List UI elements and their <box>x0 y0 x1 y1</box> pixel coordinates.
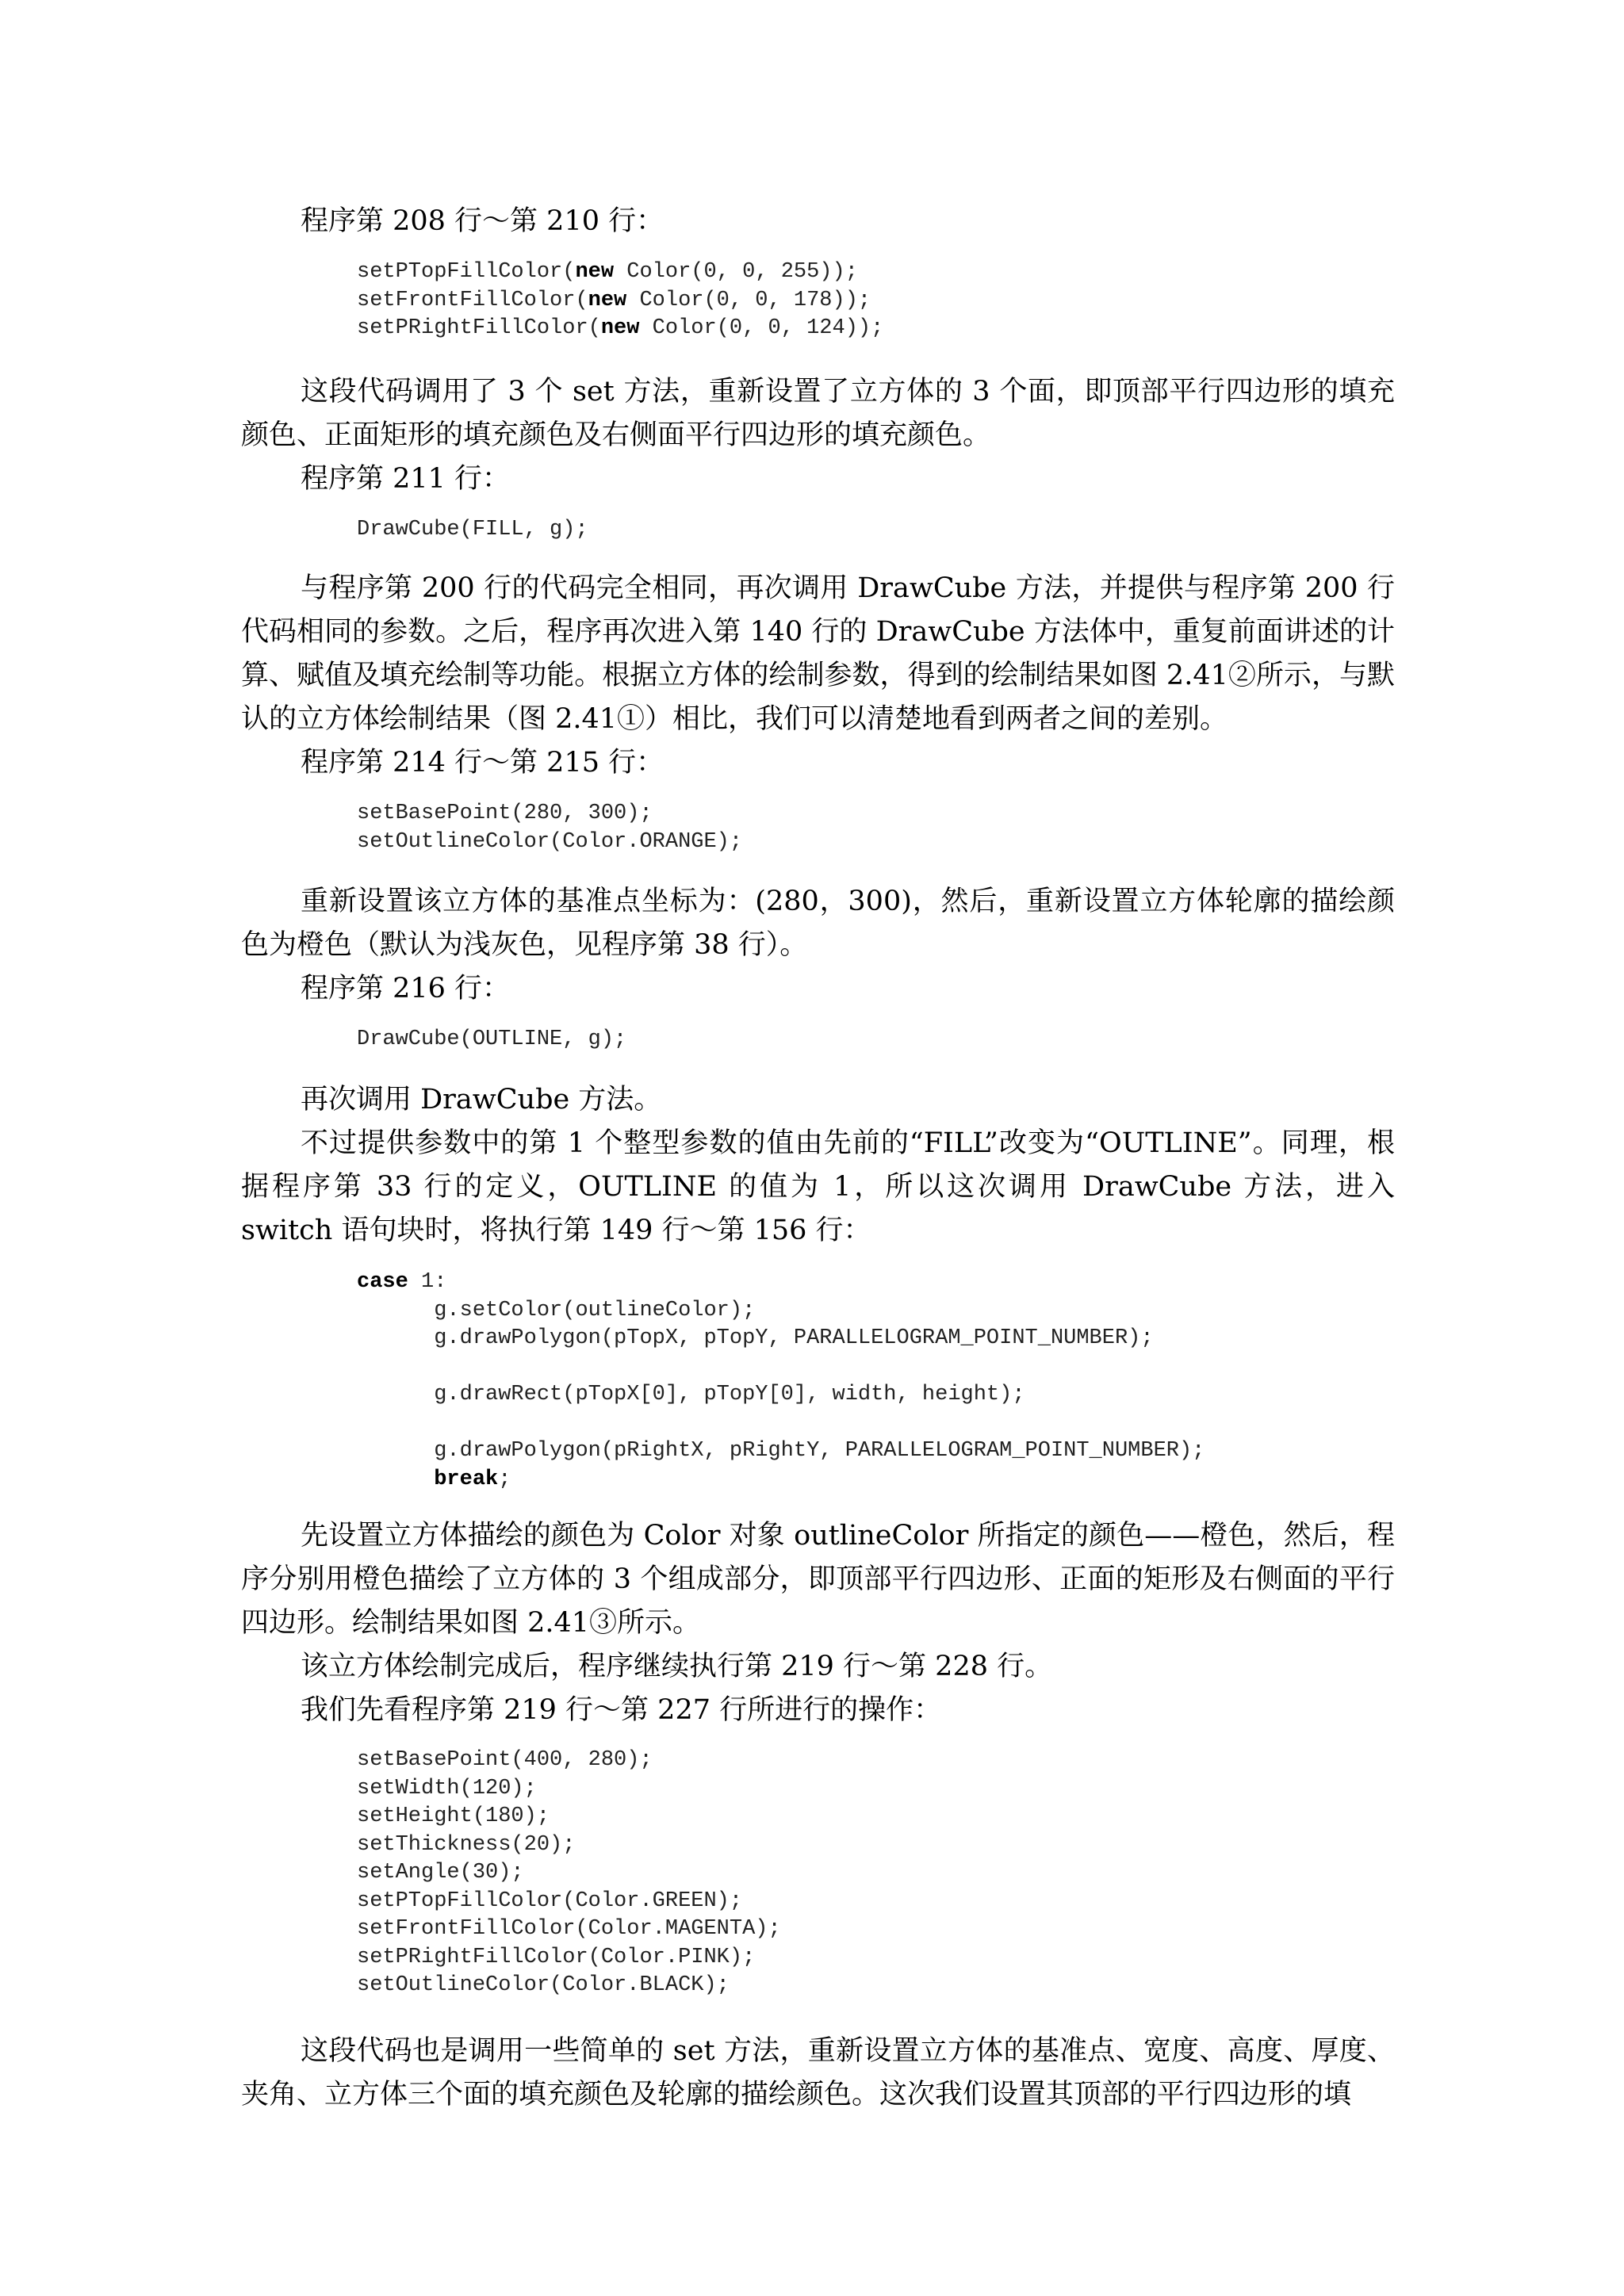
code-text: setPRightFillColor(Color.PINK); <box>357 1945 756 1969</box>
code-line <box>357 287 883 316</box>
code-text: setThickness(20); <box>357 1832 576 1857</box>
code-text <box>357 1468 434 1491</box>
code-text: g.drawRect(pTopX[0], pTopY[0], width, height); <box>357 1383 1025 1406</box>
code-line <box>357 1831 781 1860</box>
code-text: Color(0, 0, 255)); <box>614 260 858 284</box>
code-line <box>357 1410 1205 1438</box>
code-block <box>357 258 883 343</box>
code-keyword: case <box>357 1270 408 1294</box>
code-keyword: new <box>588 288 627 312</box>
paragraph: 程序第 211 行： <box>301 463 511 495</box>
code-line <box>357 1888 781 1916</box>
code-text: 1: <box>408 1270 447 1294</box>
code-text: setBasePoint(280, 300); <box>357 802 653 825</box>
code-text: setBasePoint(400, 280); <box>357 1748 653 1772</box>
code-line <box>357 828 742 857</box>
paragraph: 先设置立方体描绘的颜色为 Color 对象 outlineColor 所指定的颜色——橙色，然后，程序分别用橙色描绘了立方体的 3 个组成部分，即顶部平行四边形、正面的矩形及右侧面的平行四边形。绘制结果如图 2.41③所示。 <box>241 1520 1395 1639</box>
code-line <box>357 1915 781 1944</box>
code-text: setOutlineColor(Color.BLACK); <box>357 1973 730 1997</box>
paragraph: 重新设置该立方体的基准点坐标为：(280，300)，然后，重新设置立方体轮廓的描绘颜色为橙色（默认为浅灰色，见程序第 38 行）。 <box>241 886 1395 961</box>
code-line <box>357 1437 1205 1466</box>
code-text: DrawCube(FILL, g); <box>357 518 588 541</box>
paragraph: 程序第 208 行～第 210 行： <box>301 205 665 237</box>
code-line <box>357 258 883 287</box>
code-line <box>357 1026 626 1054</box>
code-keyword: break <box>434 1467 499 1491</box>
code-line <box>357 1944 781 1973</box>
code-line <box>357 1353 1205 1382</box>
code-line <box>357 1297 1205 1326</box>
code-line <box>357 1269 1205 1297</box>
code-line <box>357 1803 781 1831</box>
code-block <box>357 1747 781 2000</box>
code-line <box>357 1466 1205 1494</box>
paragraph: 该立方体绘制完成后，程序继续执行第 219 行～第 228 行。 <box>301 1651 1053 1682</box>
code-text: ; <box>498 1467 511 1491</box>
paragraph: 我们先看程序第 219 行～第 227 行所进行的操作： <box>301 1694 942 1726</box>
code-text: Color(0, 0, 124)); <box>639 316 884 340</box>
code-keyword: new <box>575 260 615 284</box>
code-line <box>357 1325 1205 1353</box>
code-line <box>357 516 588 545</box>
code-text: g.drawPolygon(pRightX, pRightY, PARALLELOGRAM_POINT_NUMBER); <box>357 1439 1205 1463</box>
code-text: setAngle(30); <box>357 1861 524 1885</box>
paragraph: 这段代码也是调用一些简单的 set 方法，重新设置立方体的基准点、宽度、高度、厚度、夹角、立方体三个面的填充颜色及轮廓的描绘颜色。这次我们设置其顶部的平行四边形的填 <box>241 2035 1395 2110</box>
code-text: Color(0, 0, 178)); <box>626 288 871 312</box>
code-text: setFrontFillColor( <box>357 288 588 312</box>
code-line <box>357 1775 781 1804</box>
code-text: setPRightFillColor( <box>357 316 601 340</box>
code-keyword: new <box>600 316 640 340</box>
code-block <box>357 1026 626 1054</box>
code-text: setPTopFillColor(Color.GREEN); <box>357 1888 743 1913</box>
code-text: setPTopFillColor( <box>357 260 576 284</box>
code-text: DrawCube(OUTLINE, g); <box>357 1027 627 1051</box>
code-line <box>357 1972 781 2000</box>
code-line <box>357 315 883 343</box>
paragraph: 这段代码调用了 3 个 set 方法，重新设置了立方体的 3 个面，即顶部平行四边形的填充颜色、正面矩形的填充颜色及右侧面平行四边形的填充颜色。 <box>241 376 1395 451</box>
code-line <box>357 1859 781 1888</box>
paragraph: 不过提供参数中的第 1 个整型参数的值由先前的“FILL”改变为“OUTLINE”。同理，根据程序第 33 行的定义，OUTLINE 的值为 1，所以这次调用 DrawCube 方法，进入 switch 语句块时，将执行第 149 行～第 156 行： <box>241 1127 1395 1246</box>
code-line <box>357 1747 781 1775</box>
code-line <box>357 800 742 828</box>
paragraph: 再次调用 DrawCube 方法。 <box>301 1084 662 1115</box>
code-text: g.setColor(outlineColor); <box>357 1298 756 1322</box>
code-text: setFrontFillColor(Color.MAGENTA); <box>357 1917 781 1941</box>
code-text: setHeight(180); <box>357 1804 550 1828</box>
paragraph: 与程序第 200 行的代码完全相同，再次调用 DrawCube 方法，并提供与程序第 200 行代码相同的参数。之后，程序再次进入第 140 行的 DrawCube 方法体中，重复前面讲述的计算、赋值及填充绘制等功能。根据立方体的绘制参数，得到的绘制结果如图 2.41②所示，与默认的立方体绘制结果（图 2.41①）相比，我们可以清楚地看到两者之间的差别。 <box>241 572 1395 735</box>
code-block <box>357 516 588 545</box>
code-text: g.drawPolygon(pTopX, pTopY, PARALLELOGRAM_POINT_NUMBER); <box>357 1326 1154 1350</box>
code-block <box>357 1269 1205 1494</box>
code-text: setOutlineColor(Color.ORANGE); <box>357 829 743 854</box>
code-line <box>357 1381 1205 1410</box>
paragraph: 程序第 214 行～第 215 行： <box>301 747 665 779</box>
paragraph: 程序第 216 行： <box>301 973 511 1004</box>
code-text: setWidth(120); <box>357 1776 537 1800</box>
code-block <box>357 800 742 856</box>
